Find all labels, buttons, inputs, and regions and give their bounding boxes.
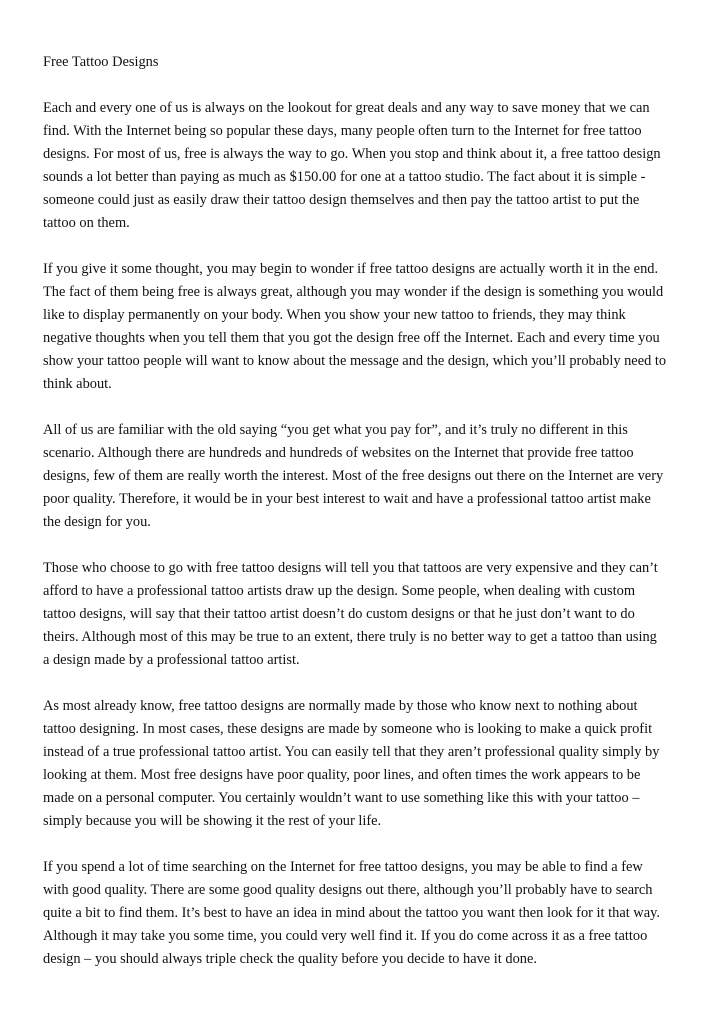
text-line: with good quality. There are some good quality designs out there, although you’ll probably have to search <box>43 882 653 898</box>
text-line: show your tattoo people will want to know about the message and the design, which you’ll probably need to <box>43 353 667 369</box>
text-line: quite a bit to find them. It’s best to have an idea in mind about the tattoo you want then look for it that way. <box>43 905 660 921</box>
text-line: find. With the Internet being so popular these days, many people often turn to the Internet for free tattoo <box>43 123 642 139</box>
text-line: someone could just as easily draw their tattoo design themselves and then pay the tattoo artist to put the <box>43 192 640 208</box>
document-title: Free Tattoo Designs <box>43 54 159 70</box>
text-line: All of us are familiar with the old saying “you get what you pay for”, and it’s truly no different in this <box>43 422 628 438</box>
text-line: tattoo designing. In most cases, these designs are made by someone who is looking to make a quick profit <box>43 721 653 737</box>
text-line: tattoo designs, will say that their tattoo artist doesn’t do custom designs or that he just don’t want to do <box>43 606 635 622</box>
paragraph <box>43 419 683 534</box>
text-line: Those who choose to go with free tattoo designs will tell you that tattoos are very expensive and they can’t <box>43 560 658 576</box>
text-line: negative thoughts when you tell them that you got the design free off the Internet. Each and every time you <box>43 330 660 346</box>
text-line: think about. <box>43 376 112 392</box>
text-line: simply because you will be showing it the rest of your life. <box>43 813 382 829</box>
text-line: a design made by a professional tattoo artist. <box>43 652 300 668</box>
text-line: like to display permanently on your body. When you show your new tattoo to friends, they may think <box>43 307 626 323</box>
text-line: instead of a true professional tattoo artist. You can easily tell that they aren’t professional quality simply by <box>43 744 660 760</box>
text-line: designs. For most of us, free is always the way to go. When you stop and think about it, a free tattoo design <box>43 146 661 162</box>
text-line: designs, few of them are really worth the interest. Most of the free designs out there on the Internet are very <box>43 468 664 484</box>
text-line: made on a personal computer. You certainly wouldn’t want to use something like this with your tattoo – <box>43 790 640 806</box>
paragraph <box>43 856 683 971</box>
text-line: the design for you. <box>43 514 151 530</box>
paragraph <box>43 97 683 235</box>
paragraph <box>43 695 683 833</box>
text-line: design – you should always triple check the quality before you decide to have it done. <box>43 951 537 967</box>
text-line: scenario. Although there are hundreds and hundreds of websites on the Internet that provide free tattoo <box>43 445 634 461</box>
paragraph <box>43 557 683 672</box>
text-line: If you spend a lot of time searching on the Internet for free tattoo designs, you may be able to find a few <box>43 859 643 875</box>
text-line: Although it may take you some time, you could very well find it. If you do come across it as a free tattoo <box>43 928 648 944</box>
document-body <box>43 97 683 971</box>
text-line: Each and every one of us is always on the lookout for great deals and any way to save money that we can <box>43 100 650 116</box>
text-line: afford to have a professional tattoo artists draw up the design. Some people, when dealing with custom <box>43 583 636 599</box>
text-line: As most already know, free tattoo designs are normally made by those who know next to nothing about <box>43 698 638 714</box>
document-page <box>43 51 683 994</box>
text-line: looking at them. Most free designs have poor quality, poor lines, and often times the work appears to be <box>43 767 641 783</box>
text-line: theirs. Although most of this may be true to an extent, there truly is no better way to get a tattoo than using <box>43 629 657 645</box>
text-line: sounds a lot better than paying as much as $150.00 for one at a tattoo studio. The fact about it is simple - <box>43 169 646 185</box>
text-line: The fact of them being free is always great, although you may wonder if the design is something you would <box>43 284 664 300</box>
text-line: If you give it some thought, you may begin to wonder if free tattoo designs are actually worth it in the end. <box>43 261 659 277</box>
paragraph <box>43 258 683 396</box>
text-line: tattoo on them. <box>43 215 130 231</box>
text-line: poor quality. Therefore, it would be in your best interest to wait and have a professional tattoo artist make <box>43 491 651 507</box>
